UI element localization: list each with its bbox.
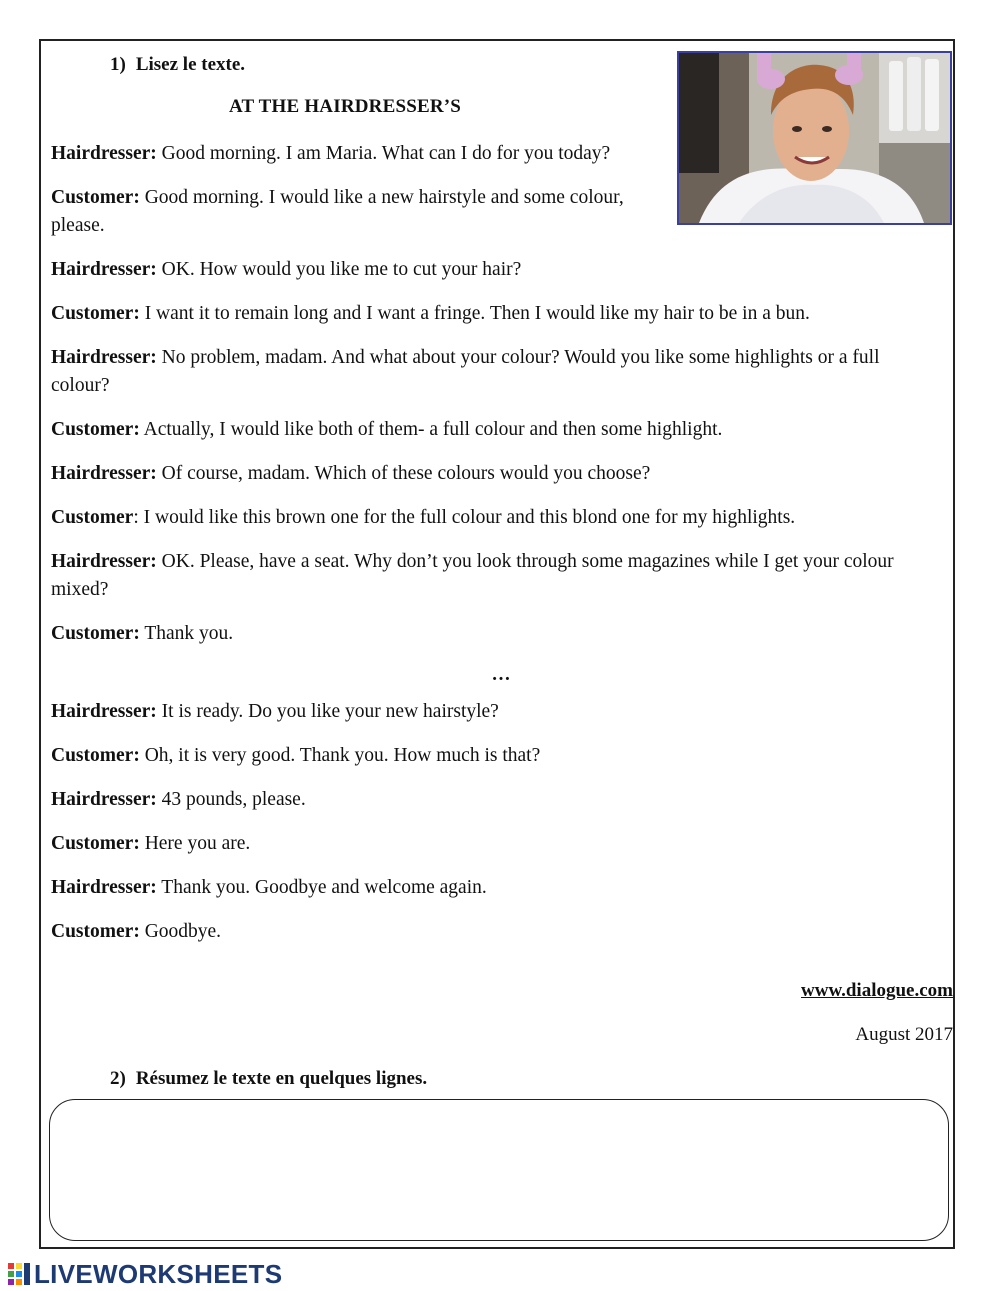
dialogue-text: : I would like this brown one for the full colour and this blond one for my highlights. (133, 507, 796, 528)
speaker-label: Hairdresser: (51, 877, 157, 898)
dialogue-text: Goodbye. (139, 921, 222, 942)
dialogue-line (51, 786, 931, 814)
speaker-label: Customer: (51, 833, 140, 854)
liveworksheets-logo (8, 1259, 282, 1289)
dialogue-title: AT THE HAIRDRESSER’S (229, 96, 462, 117)
section2-heading (110, 1068, 427, 1090)
dialogue-text: Good morning. I am Maria. What can I do for you today? (156, 143, 611, 164)
dialogue-line (51, 620, 931, 648)
speaker-label: Hairdresser: (51, 463, 157, 484)
speaker-label: Hairdresser: (51, 347, 157, 368)
dialogue-ellipsis: … (491, 664, 511, 685)
speaker-label: Hairdresser: (51, 143, 157, 164)
speaker-label: Customer: (51, 419, 140, 440)
dialogue-line (51, 874, 931, 902)
dialogue-line (51, 698, 931, 726)
dialogue-text: Good morning. I would like a new hairstyle and some colour, please. (51, 187, 624, 236)
dialogue-line (51, 460, 931, 488)
speaker-label: Customer (51, 507, 134, 528)
speaker-label: Hairdresser: (51, 551, 157, 572)
dialogue-text: It is ready. Do you like your new hairstyle? (156, 701, 499, 722)
section1-instruction: Lisez le texte. (135, 54, 246, 75)
speaker-label: Customer: (51, 187, 140, 208)
dialogue-text: OK. How would you like me to cut your hair? (156, 259, 522, 280)
speaker-label: Hairdresser: (51, 789, 157, 810)
dialogue-text: I want it to remain long and I want a fringe. Then I would like my hair to be in a bun. (139, 303, 810, 324)
dialogue-line (51, 830, 931, 858)
summary-answer-box[interactable] (49, 1099, 949, 1241)
dialogue-text: OK. Please, have a seat. Why don’t you look through some magazines while I get your colour mixed? (51, 551, 894, 600)
dialogue-line (51, 344, 931, 400)
section2-number: 2) (110, 1068, 126, 1089)
source-date: August 2017 (855, 1024, 953, 1045)
dialogue-text: Thank you. Goodbye and welcome again. (156, 877, 487, 898)
dialogue-line (51, 256, 931, 284)
dialogue-line (51, 140, 691, 168)
dialogue-text: Oh, it is very good. Thank you. How much is that? (139, 745, 541, 766)
dialogue-text: Here you are. (139, 833, 251, 854)
section1-number: 1) (110, 54, 126, 75)
dialogue-text: Actually, I would like both of them- a full colour and then some highlight. (139, 419, 723, 440)
liveworksheets-icon (8, 1263, 30, 1285)
liveworksheets-brand: LIVEWORKSHEETS (34, 1258, 283, 1289)
dialogue-text: 43 pounds, please. (156, 789, 306, 810)
dialogue-text: No problem, madam. And what about your colour? Would you like some highlights or a full colour? (51, 347, 880, 396)
dialogue-line (51, 300, 931, 328)
dialogue-line (51, 548, 931, 604)
speaker-label: Hairdresser: (51, 701, 157, 722)
dialogue-line (51, 742, 931, 770)
dialogue-text: Thank you. (139, 623, 234, 644)
speaker-label: Customer: (51, 745, 140, 766)
dialogue-line (51, 416, 931, 444)
source-link[interactable]: www.dialogue.com (801, 980, 953, 1001)
dialogue-section (51, 140, 931, 962)
speaker-label: Customer: (51, 623, 140, 644)
speaker-label: Customer: (51, 921, 140, 942)
speaker-label: Customer: (51, 303, 140, 324)
speaker-label: Hairdresser: (51, 259, 157, 280)
section1-heading (110, 54, 245, 76)
dialogue-line (51, 184, 641, 240)
section2-instruction: Résumez le texte en quelques lignes. (135, 1068, 428, 1089)
dialogue-line (51, 504, 931, 532)
dialogue-line (51, 918, 931, 946)
dialogue-text: Of course, madam. Which of these colours would you choose? (156, 463, 651, 484)
